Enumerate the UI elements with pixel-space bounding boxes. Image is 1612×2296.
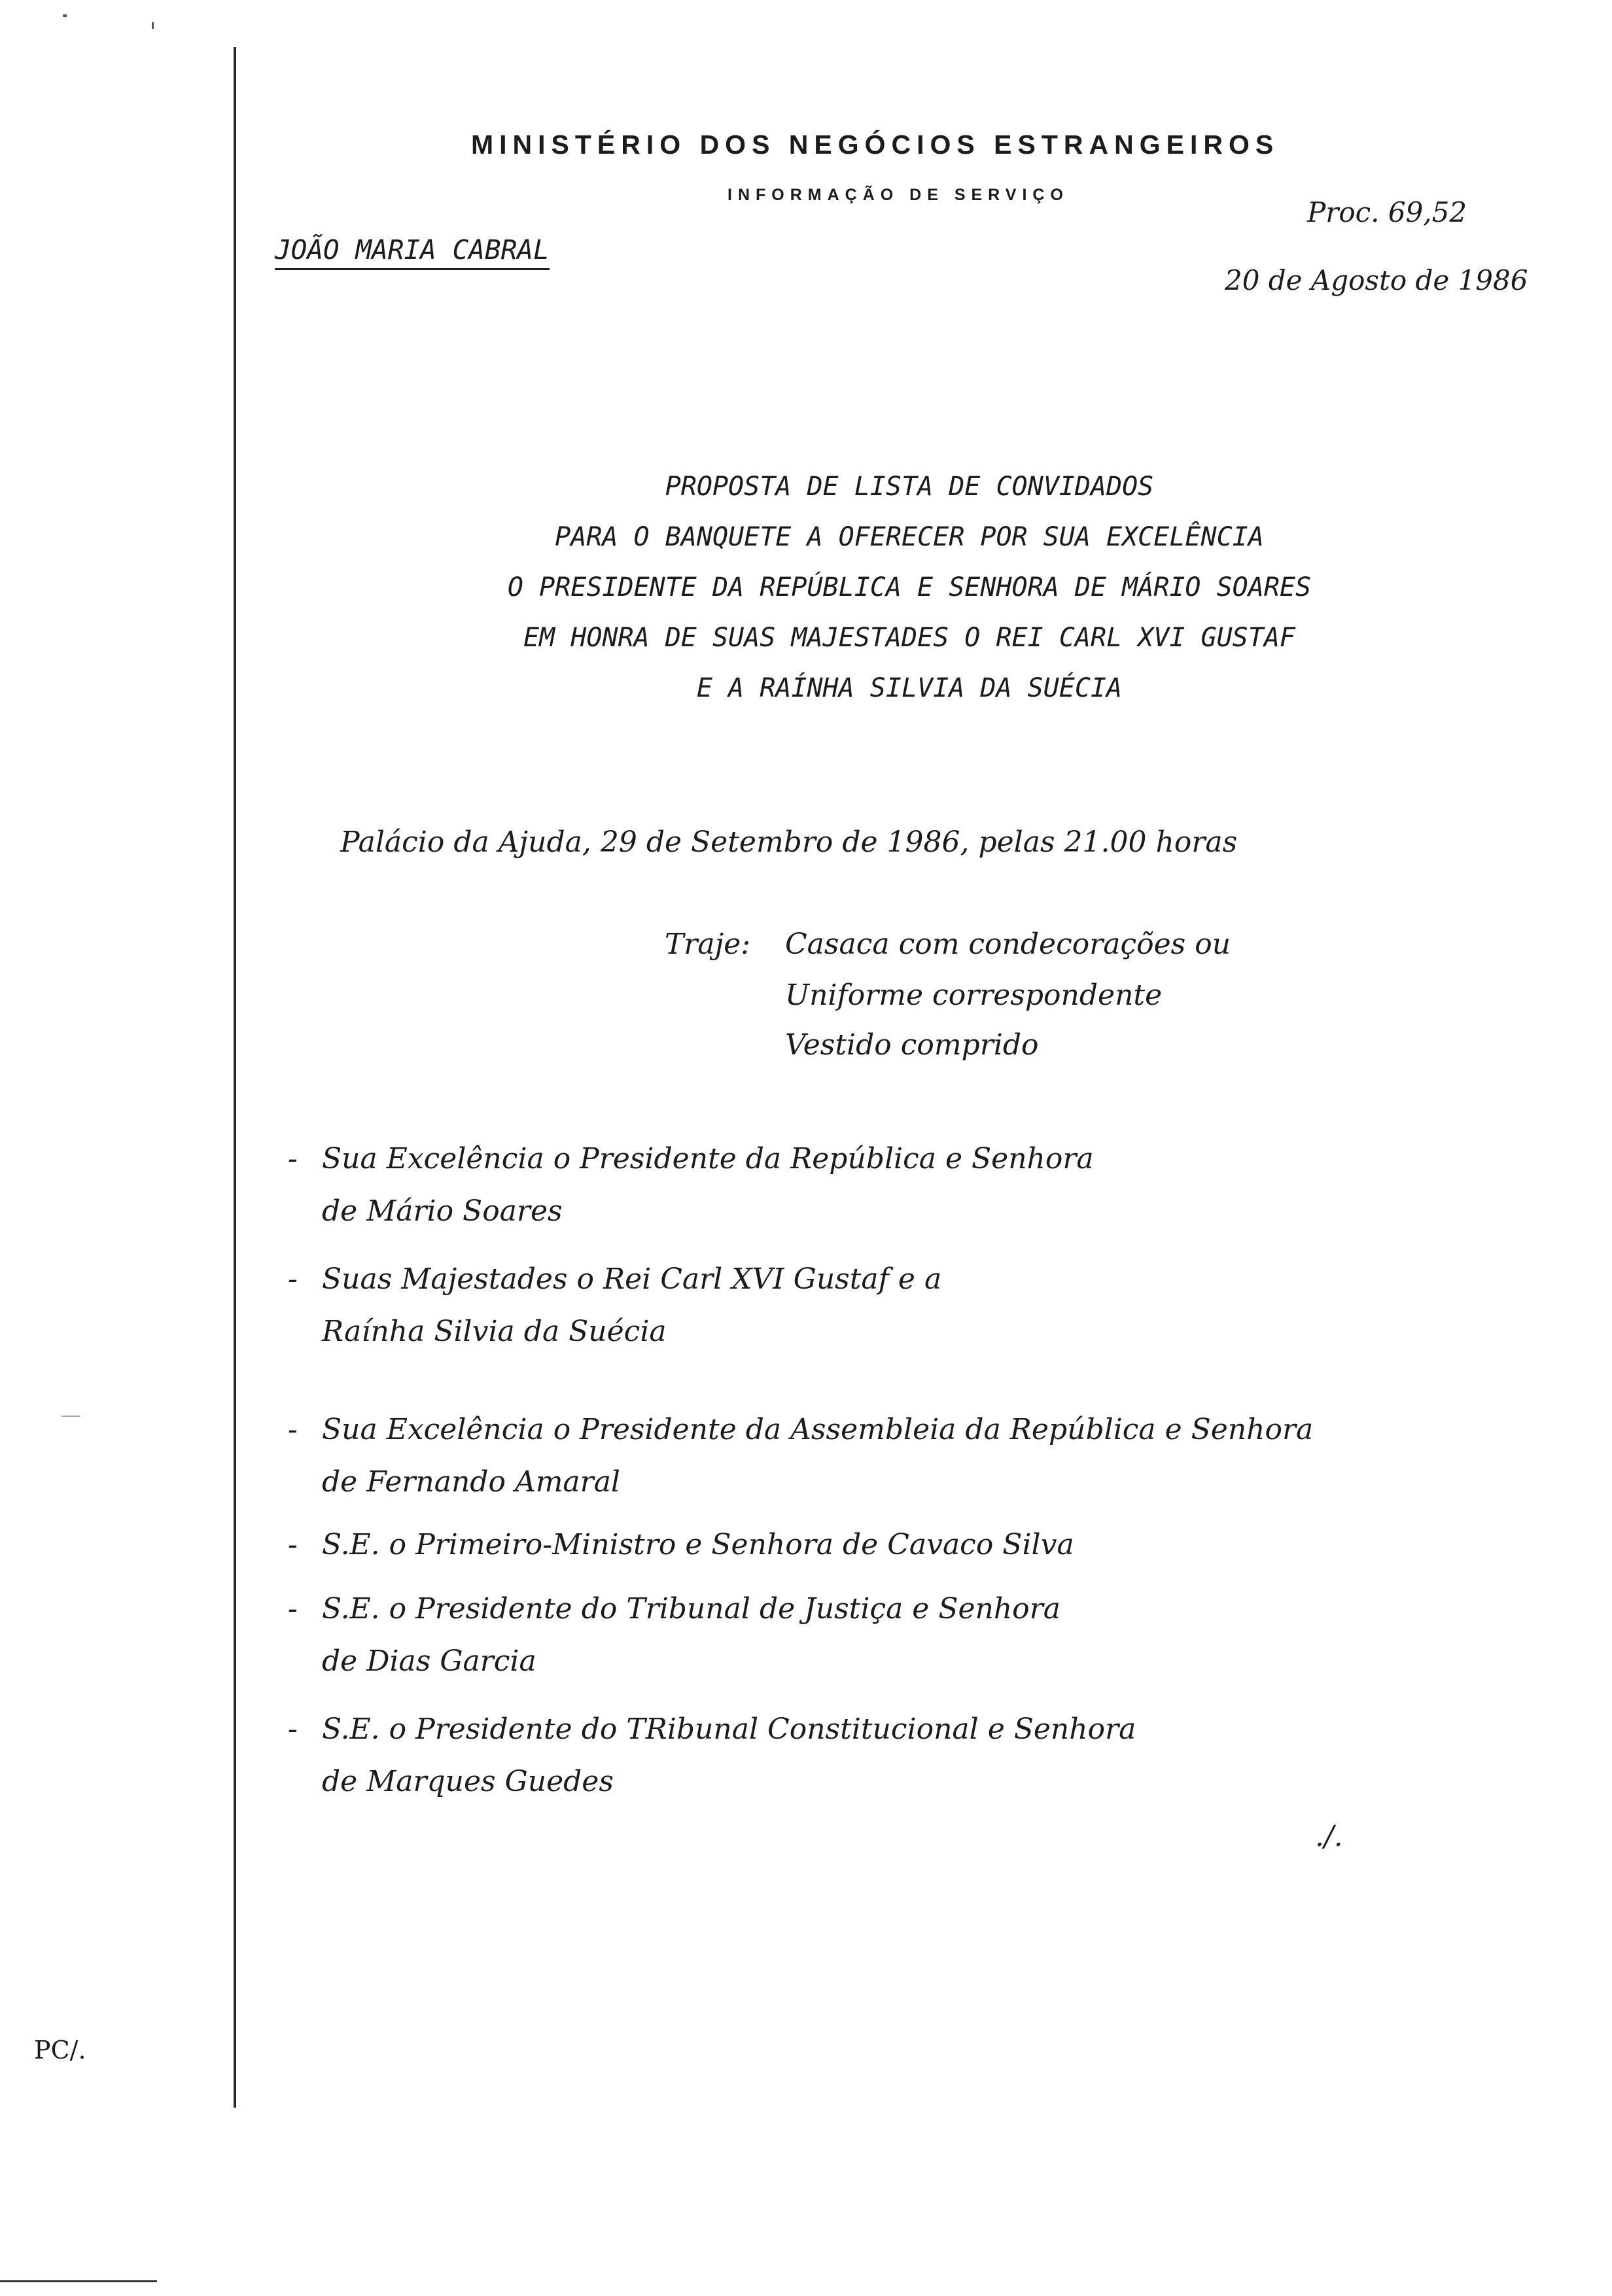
- scan-speck: [63, 14, 67, 17]
- guest-entry: [288, 1404, 1313, 1508]
- guest-entry: [288, 1253, 941, 1358]
- list-dash: -: [288, 1262, 298, 1296]
- guest-entry: [288, 1583, 1060, 1688]
- ministry-heading: MINISTÉRIO DOS NEGÓCIOS ESTRANGEIROS: [471, 130, 1280, 160]
- scan-speck: [61, 1416, 80, 1417]
- margin-rule: [234, 47, 236, 2108]
- guest-line: Sua Excelência o Presidente da Assembleia da República e Senhora: [322, 1413, 1314, 1446]
- guest-entry: [288, 1133, 1094, 1238]
- dress-code-line: Vestido comprido: [785, 1028, 1039, 1062]
- guest-entry: [288, 1519, 1074, 1571]
- title-line: O PRESIDENTE DA REPÚBLICA E SENHORA DE MÁRIO SOARES: [507, 572, 1312, 602]
- guest-line: S.E. o Primeiro-Ministro e Senhora de Cavaco Silva: [322, 1528, 1074, 1561]
- proposal-title: [484, 462, 1335, 714]
- event-venue: Palácio da Ajuda, 29 de Setembro de 1986, pelas 21.00 horas: [340, 826, 1238, 859]
- guest-line: Sua Excelência o Presidente da República e Senhora: [322, 1142, 1094, 1175]
- scan-speck: [152, 22, 154, 29]
- continuation-mark: ./.: [1315, 1820, 1343, 1853]
- document-date: 20 de Agosto de 1986: [1225, 264, 1528, 296]
- typist-initials: PC/.: [34, 2036, 86, 2064]
- title-line: EM HONRA DE SUAS MAJESTADES O REI CARL XVI GUSTAF: [523, 623, 1296, 653]
- list-dash: -: [288, 1528, 298, 1561]
- dress-code-label: Traje:: [665, 928, 751, 961]
- scan-edge-line: [0, 2280, 157, 2282]
- title-line: E A RAÍNHA SILVIA DA SUÉCIA: [696, 673, 1123, 703]
- guest-line: S.E. o Presidente do TRibunal Constitucional e Senhora: [322, 1713, 1136, 1746]
- guest-line: Suas Majestades o Rei Carl XVI Gustaf e a: [322, 1262, 942, 1296]
- author-name: JOÃO MARIA CABRAL: [275, 234, 550, 270]
- guest-entry: [288, 1703, 1136, 1808]
- guest-line: de Fernando Amaral: [322, 1465, 621, 1499]
- guest-line: Raínha Silvia da Suécia: [322, 1315, 667, 1348]
- list-dash: -: [288, 1142, 298, 1175]
- list-dash: -: [288, 1713, 298, 1746]
- guest-line: de Dias Garcia: [322, 1644, 536, 1678]
- list-dash: -: [288, 1413, 298, 1446]
- list-dash: -: [288, 1592, 298, 1626]
- title-line: PROPOSTA DE LISTA DE CONVIDADOS: [665, 472, 1154, 502]
- guest-line: de Marques Guedes: [322, 1765, 614, 1798]
- service-subheading: INFORMAÇÃO DE SERVIÇO: [727, 186, 1069, 204]
- dress-code-line: Uniforme correspondente: [785, 979, 1163, 1012]
- guest-line: de Mário Soares: [322, 1194, 563, 1228]
- dress-code-line: Casaca com condecorações ou: [785, 928, 1231, 961]
- guest-line: S.E. o Presidente do Tribunal de Justiça e Senhora: [322, 1592, 1060, 1626]
- title-line: PARA O BANQUETE A OFERECER POR SUA EXCELÊNCIA: [555, 522, 1264, 552]
- process-number: Proc. 69,52: [1307, 196, 1467, 228]
